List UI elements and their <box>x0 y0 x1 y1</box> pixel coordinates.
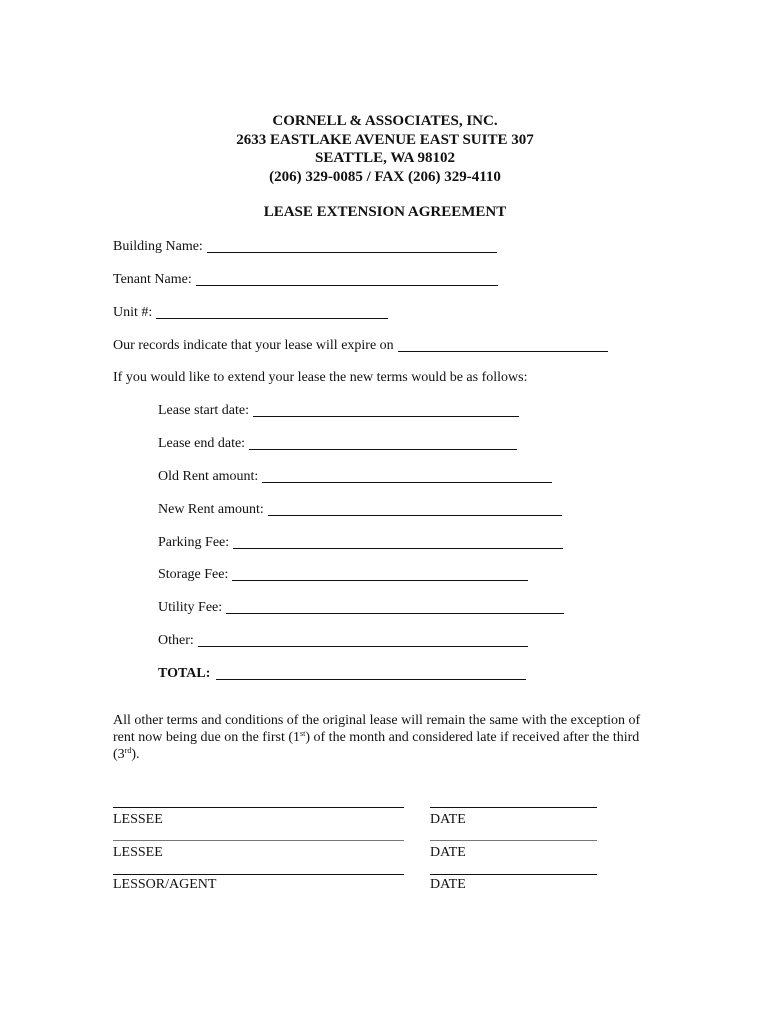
expire-label: Our records indicate that your lease will expire on <box>113 338 394 353</box>
unit-row <box>113 304 388 321</box>
parking-fee-field[interactable] <box>233 534 563 549</box>
other-row <box>158 632 528 649</box>
company-phone: (206) 329-0085 / FAX (206) 329-4110 <box>269 168 501 185</box>
other-field[interactable] <box>198 632 528 647</box>
lessor-signature-line[interactable] <box>113 874 404 875</box>
building-name-field[interactable] <box>207 238 497 253</box>
paragraph-sup-2: rd <box>124 746 132 755</box>
old-rent-field[interactable] <box>262 468 552 483</box>
parking-fee-row <box>158 534 563 551</box>
lessee-2-signature-line[interactable] <box>113 840 404 841</box>
unit-field[interactable] <box>156 304 388 319</box>
company-address: 2633 EASTLAKE AVENUE EAST SUITE 307 <box>236 131 534 148</box>
document-title: LEASE EXTENSION AGREEMENT <box>263 204 507 220</box>
unit-label: Unit #: <box>113 305 153 320</box>
paragraph-part-1: All other terms and conditions of the original lease will remain the same with the exception of rent now being due on the first (1 <box>113 713 641 745</box>
new-rent-row <box>158 501 562 518</box>
lease-end-label: Lease end date: <box>158 436 246 451</box>
total-label: TOTAL: <box>158 666 211 681</box>
expire-row <box>113 337 608 354</box>
date-1-label: DATE <box>430 812 466 827</box>
old-rent-label: Old Rent amount: <box>158 469 259 484</box>
lease-end-row <box>158 435 517 452</box>
lessee-1-signature-line[interactable] <box>113 807 404 808</box>
terms-intro-row <box>113 370 527 386</box>
paragraph-part-3: ). <box>131 747 140 762</box>
company-name: CORNELL & ASSOCIATES, INC. <box>272 113 498 129</box>
terms-paragraph <box>113 712 643 763</box>
storage-fee-field[interactable] <box>232 566 528 581</box>
tenant-name-label: Tenant Name: <box>113 272 192 287</box>
building-name-row <box>113 238 497 255</box>
paragraph-sup-1: st <box>300 729 306 738</box>
new-rent-label: New Rent amount: <box>158 502 264 517</box>
utility-fee-row <box>158 599 564 616</box>
tenant-name-row <box>113 271 498 288</box>
other-label: Other: <box>158 633 194 648</box>
total-field[interactable] <box>216 665 526 680</box>
terms-intro: If you would like to extend your lease the new terms would be as follows: <box>113 370 528 385</box>
lessor-label: LESSOR/AGENT <box>113 877 217 892</box>
lessee-1-label: LESSEE <box>113 812 163 827</box>
new-rent-field[interactable] <box>268 501 562 516</box>
lease-start-row <box>158 402 519 419</box>
company-city: SEATTLE, WA 98102 <box>315 150 455 166</box>
lease-start-label: Lease start date: <box>158 403 249 418</box>
total-row <box>158 665 526 682</box>
utility-fee-field[interactable] <box>226 599 564 614</box>
lease-end-field[interactable] <box>249 435 517 450</box>
old-rent-row <box>158 468 552 485</box>
tenant-name-field[interactable] <box>196 271 498 286</box>
utility-fee-label: Utility Fee: <box>158 600 223 615</box>
paragraph-part-2: ) of the month and considered late if received after the third (3 <box>113 730 640 762</box>
date-3-line[interactable] <box>430 874 597 875</box>
date-2-line[interactable] <box>430 840 597 841</box>
parking-fee-label: Parking Fee: <box>158 535 230 550</box>
building-name-label: Building Name: <box>113 239 203 254</box>
date-2-label: DATE <box>430 845 466 860</box>
company-header <box>0 112 770 186</box>
expire-date-field[interactable] <box>398 337 608 352</box>
storage-fee-label: Storage Fee: <box>158 567 229 582</box>
date-3-label: DATE <box>430 877 466 892</box>
lease-start-field[interactable] <box>253 402 519 417</box>
storage-fee-row <box>158 566 528 583</box>
lessee-2-label: LESSEE <box>113 845 163 860</box>
date-1-line[interactable] <box>430 807 597 808</box>
